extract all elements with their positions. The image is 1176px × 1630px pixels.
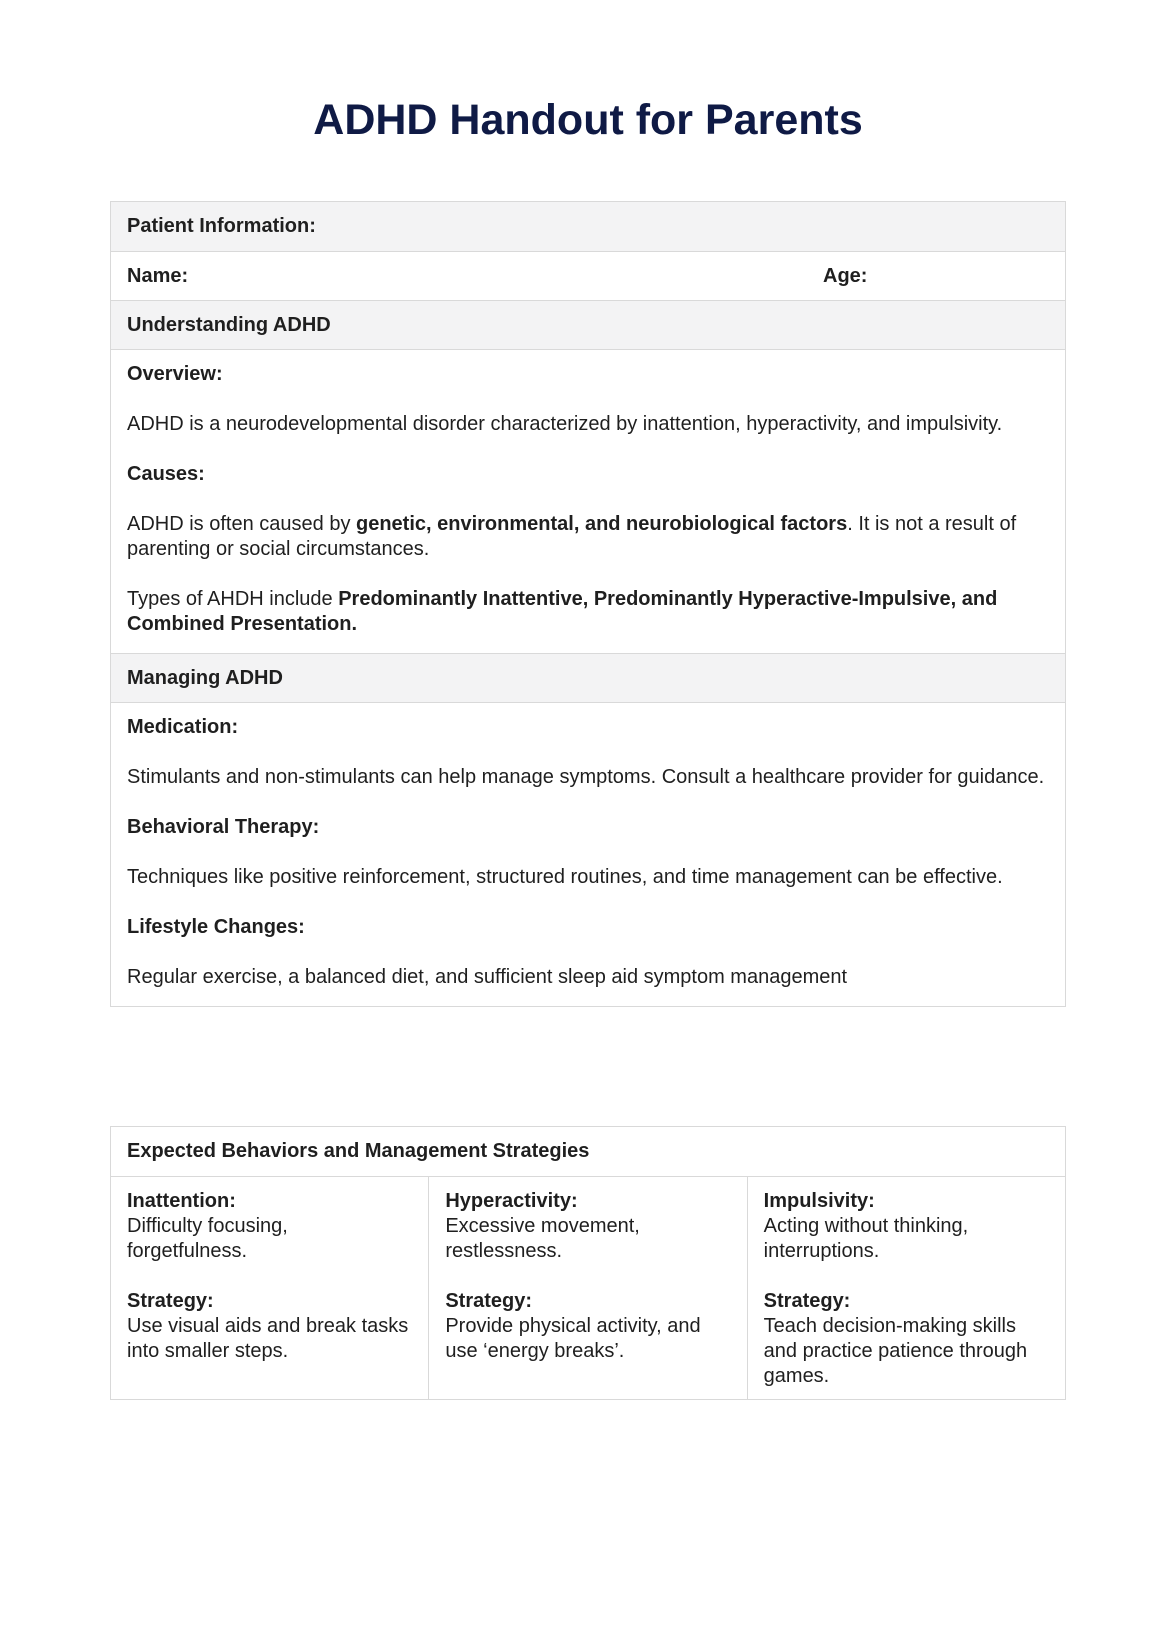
patient-info-row bbox=[111, 251, 1065, 300]
behaviors-header: Expected Behaviors and Management Strategies bbox=[127, 1140, 590, 1162]
behavior-label: Impulsivity: bbox=[763, 1190, 875, 1212]
behavior-text: Acting without thinking, interruptions. bbox=[763, 1215, 969, 1262]
strategy-text: Provide physical activity, and use ‘energy breaks’. bbox=[445, 1315, 701, 1362]
causes-label: Causes: bbox=[127, 463, 205, 485]
handout-table bbox=[110, 201, 1066, 1007]
behaviors-columns bbox=[111, 1176, 1065, 1399]
overview-text: ADHD is a neurodevelopmental disorder characterized by inattention, hyperactivity, and impulsivity. bbox=[127, 413, 1003, 435]
strategy-text: Teach decision-making skills and practice patience through games. bbox=[763, 1315, 1028, 1387]
page-title: ADHD Handout for Parents bbox=[313, 96, 863, 144]
behavior-text: Excessive movement, restlessness. bbox=[445, 1215, 640, 1262]
strategy-label: Strategy: bbox=[127, 1290, 214, 1312]
therapy-label: Behavioral Therapy: bbox=[127, 816, 320, 838]
strategy-text: Use visual aids and break tasks into smaller steps. bbox=[127, 1315, 409, 1362]
medication-label: Medication: bbox=[127, 716, 239, 738]
overview-label: Overview: bbox=[127, 363, 223, 385]
behavior-column-hyperactivity bbox=[428, 1177, 746, 1399]
managing-adhd-header: Managing ADHD bbox=[111, 653, 1065, 702]
causes-text: ADHD is often caused by genetic, environmental, and neurobiological factors. It is not a result of parenting or social circumstances. bbox=[127, 513, 1017, 560]
lifestyle-text: Regular exercise, a balanced diet, and sufficient sleep aid symptom management bbox=[127, 966, 848, 988]
understanding-adhd-section bbox=[111, 349, 1065, 653]
patient-info-header: Patient Information: bbox=[111, 202, 1065, 251]
behavior-column-impulsivity bbox=[747, 1177, 1065, 1399]
strategy-label: Strategy: bbox=[763, 1290, 851, 1312]
behavior-column-inattention bbox=[111, 1177, 428, 1399]
behavior-label: Inattention: bbox=[127, 1190, 236, 1212]
behavior-text: Difficulty focusing, forgetfulness. bbox=[127, 1215, 288, 1262]
types-text: Types of AHDH include Predominantly Inattentive, Predominantly Hyperactive-Impulsive, and Combined Presentation. bbox=[127, 588, 998, 635]
name-label: Name: bbox=[127, 265, 189, 287]
managing-adhd-section bbox=[111, 702, 1065, 1006]
understanding-adhd-header: Understanding ADHD bbox=[111, 300, 1065, 349]
lifestyle-label: Lifestyle Changes: bbox=[127, 916, 305, 938]
medication-text: Stimulants and non-stimulants can help manage symptoms. Consult a healthcare provider for guidance. bbox=[127, 766, 1045, 788]
therapy-text: Techniques like positive reinforcement, structured routines, and time management can be effective. bbox=[127, 866, 1003, 888]
behaviors-table bbox=[110, 1126, 1066, 1400]
behavior-label: Hyperactivity: bbox=[445, 1190, 578, 1212]
age-label: Age: bbox=[823, 265, 868, 287]
strategy-label: Strategy: bbox=[445, 1290, 533, 1312]
